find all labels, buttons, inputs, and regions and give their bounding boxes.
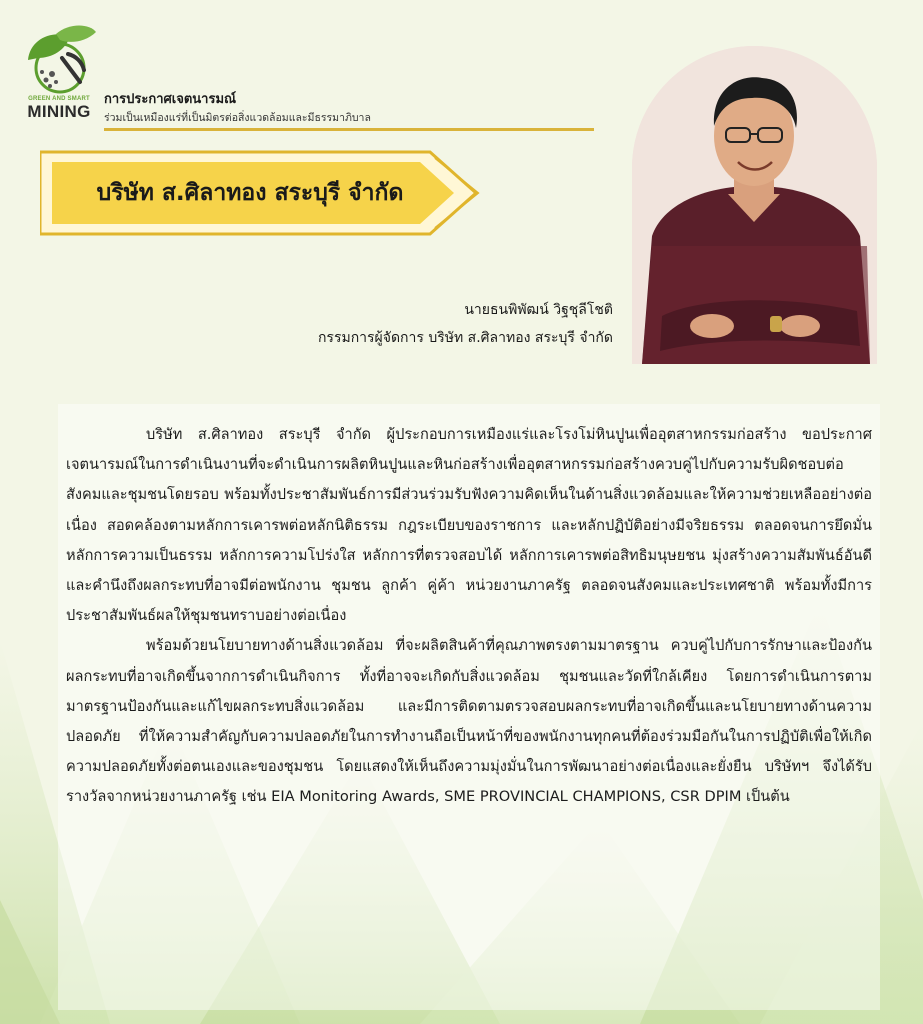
executive-title: กรรมการผู้จัดการ บริษัท ส.ศิลาทอง สระบุรี จำกัด: [317, 330, 613, 346]
executive-portrait: [632, 46, 877, 364]
logo-wordmark: MINING: [27, 102, 91, 121]
logo-tagline: GREEN AND SMART: [28, 96, 90, 102]
company-name: บริษัท ส.ศิลาทอง สระบุรี จำกัด: [96, 180, 404, 206]
header-title: การประกาศเจตนารมณ์: [104, 92, 237, 107]
portrait-illustration: [632, 46, 877, 364]
statement-body: [66, 420, 872, 813]
executive-name: นายธนพิพัฒน์ วิฐชุลีโชติ: [464, 302, 613, 318]
statement-paragraph-1: [66, 420, 872, 631]
paragraph-1-text: บริษัท ส.ศิลาทอง สระบุรี จำกัด ผู้ประกอบการเหมืองแร่และโรงโม่หินปูนเพื่ออุตสาหกรรมก่อสร้าง ขอประกาศเจตนารมณ์ในการดำเนินงานที่จะดำเนินการผลิตหินปูนและหินก่อสร้างเพื่ออุตสาหกรรมก่อสร้างควบคู่ไปกับความรับผิดชอบต่อสังคมและชุมชนโดยรอบ พร้อมทั้งประชาสัมพันธ์การมีส่วนร่วมรับฟังความคิดเห็นในด้านสิ่งแวดล้อมและให้ความช่วยเหลืออย่างต่อเนื่อง สอดคล้องตามหลักการเคารพต่อหลักนิติธรรม กฎระเบียบของราชการ และหลักปฏิบัติอย่างมีจริยธรรม ตลอดจนการยึดมั่นหลักการความเป็นธรรม หลักการความโปร่งใส หลักการที่ตรวจสอบได้ หลักการเคารพต่อสิทธิมนุษยชน มุ่งสร้างความสัมพันธ์อันดีและคำนึงถึงผลกระทบที่อาจมีต่อพนักงาน ชุมชน ลูกค้า คู่ค้า หน่วยงานภาครัฐ ตลอดจนสังคมและประเทศชาติ พร้อมทั้งมีการประชาสัมพันธ์ผลให้ชุมชนทราบอย่างต่อเนื่อง: [66, 426, 872, 625]
statement-paragraph-2: [66, 631, 872, 812]
header-divider: [104, 128, 594, 131]
paragraph-2-text: พร้อมด้วยนโยบายทางด้านสิ่งแวดล้อม ที่จะผลิตสินค้าที่คุณภาพตรงตามมาตรฐาน ควบคู่ไปกับการรักษาและป้องกันผลกระทบที่อาจเกิดขึ้นจากการดำเนินกิจการ ทั้งที่อาจจะเกิดกับสิ่งแวดล้อม ชุมชนและวัดที่ใกล้เคียง โดยการดำเนินการตามมาตรฐานป้องกันและแก้ไขผลกระทบสิ่งแวดล้อม และมีการติดตามตรวจสอบผลกระทบที่อาจเกิดขึ้นและนโยบายทางด้านความปลอดภัย ที่ให้ความสำคัญกับความปลอดภัยในการทำงานถือเป็นหน้าที่ของพนักงานทุกคนที่ต้องร่วมมือกันในการปฏิบัติเพื่อให้เกิดความปลอดภัยทั้งต่อตนเองและของชุมชน โดยแสดงให้เห็นถึงความมุ่งมั่นในการพัฒนาอย่างต่อเนื่องและยั่งยืน บริษัทฯ จึงได้รับรางวัลจากหน่วยงานภาครัฐ เช่น EIA Monitoring Awards, SME PROVINCIAL CHAMPIONS, CSR DPIM เป็นต้น: [66, 637, 872, 806]
header-subtitle: ร่วมเป็นเหมืองแร่ที่เป็นมิตรต่อสิ่งแวดล้อมและมีธรรมาภิบาล: [104, 112, 371, 124]
